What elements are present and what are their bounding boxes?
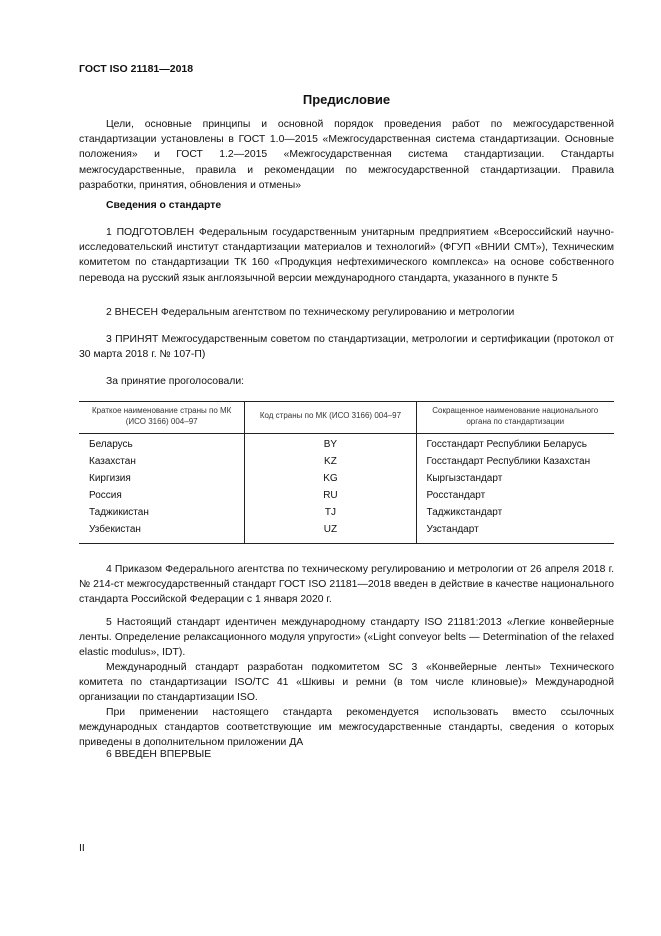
table-row xyxy=(79,521,614,544)
country-code-cell: KZ xyxy=(245,453,416,470)
column-header-organization: Сокращенное наименование национального органа по стандартизации xyxy=(416,402,614,434)
voting-countries-table xyxy=(79,401,614,544)
column-header-country: Краткое наименование страны по МК (ИСО 3166) 004–97 xyxy=(79,402,245,434)
item-5-paragraph: 5 Настоящий стандарт идентичен международному стандарту ISO 21181:2013 «Легкие конвейерные ленты. Определение релаксационного модуля упругости» («Light conveyor belts — Determination of the relaxed elastic modulus», IDT). xyxy=(79,617,614,659)
country-code-cell: RU xyxy=(245,487,416,504)
organization-cell: Росстандарт xyxy=(416,487,614,504)
table-header-row xyxy=(79,402,614,434)
organization-cell: Кыргызстандарт xyxy=(416,470,614,487)
document-code: ГОСТ ISO 21181—2018 xyxy=(79,63,194,75)
organization-cell: Узстандарт xyxy=(416,521,614,544)
country-cell: Киргизия xyxy=(89,472,131,484)
item-5-references-paragraph: При применении настоящего стандарта рекомендуется использовать вместо ссылочных международных стандартов соответствующие им межгосударственные стандарты, сведения о которых приведены в дополнительном приложении ДА xyxy=(79,707,614,749)
country-cell: Казахстан xyxy=(89,455,136,467)
item-6-paragraph: 6 ВВЕДЕН ВПЕРВЫЕ xyxy=(106,749,212,760)
intro-paragraph: Цели, основные принципы и основной порядок проведения работ по межгосударственной стандартизации установлены в ГОСТ 1.0—2015 «Межгосударственная система стандартизации. Основные положения» и ГОСТ 1.2—2015 «Межгосударственная система стандартизации. Стандарты межгосударственные, правила и рекомендации по межгосударственной стандартизации. Правила разработки, принятия, обновления и отмены» xyxy=(79,119,614,191)
item-4-paragraph: 4 Приказом Федерального агентства по техническому регулированию и метрологии от 26 апреля 2018 г. № 214-ст межгосударственный стандарт ГОСТ ISO 21181—2018 введен в действие в качестве национального стандарта Российской Федерации с 1 января 2020 г. xyxy=(79,564,614,606)
country-code-cell: KG xyxy=(245,470,416,487)
country-cell: Таджикистан xyxy=(89,506,149,518)
table-row xyxy=(79,504,614,521)
country-code-cell: TJ xyxy=(245,504,416,521)
page-title: Предисловие xyxy=(302,92,391,107)
item-5-committee-paragraph: Международный стандарт разработан подкомитетом SC 3 «Конвейерные ленты» Технического комитета по стандартизации ISO/TC 41 «Шкивы и ремни (в том числе клиновые)» Международной организации по стандартизации ISO. xyxy=(79,662,614,704)
country-code-cell: BY xyxy=(245,433,416,453)
page-number: II xyxy=(79,842,85,854)
item-3-paragraph: 3 ПРИНЯТ Межгосударственным советом по стандартизации, метрологии и сертификации (протокол от 30 марта 2018 г. № 107-П) xyxy=(79,334,614,361)
country-cell: Беларусь xyxy=(89,438,133,450)
section-heading: Сведения о стандарте xyxy=(106,200,222,211)
country-cell: Узбекистан xyxy=(89,523,141,535)
item-2-paragraph: 2 ВНЕСЕН Федеральным агентством по техническому регулированию и метрологии xyxy=(106,307,515,318)
table-row xyxy=(79,453,614,470)
item-1-paragraph: 1 ПОДГОТОВЛЕН Федеральным государственным унитарным предприятием «Всероссийский научно-исследовательский институт стандартизации материалов и технологий» (ФГУП «ВНИИ СМТ»), Техническим комитетом по стандартизации ТК 160 «Продукция нефтехимического комплекса» на основе собственного перевода на русский язык англоязычной версии международного стандарта, указанного в пункте 5 xyxy=(79,227,614,284)
column-header-code: Код страны по МК (ИСО 3166) 004–97 xyxy=(245,402,416,434)
table-row xyxy=(79,487,614,504)
country-code-cell: UZ xyxy=(245,521,416,544)
organization-cell: Госстандарт Республики Казахстан xyxy=(416,453,614,470)
country-cell: Россия xyxy=(89,489,122,501)
table-row xyxy=(79,433,614,453)
organization-cell: Госстандарт Республики Беларусь xyxy=(416,433,614,453)
organization-cell: Таджикстандарт xyxy=(416,504,614,521)
voted-label: За принятие проголосовали: xyxy=(106,376,245,387)
table-row xyxy=(79,470,614,487)
